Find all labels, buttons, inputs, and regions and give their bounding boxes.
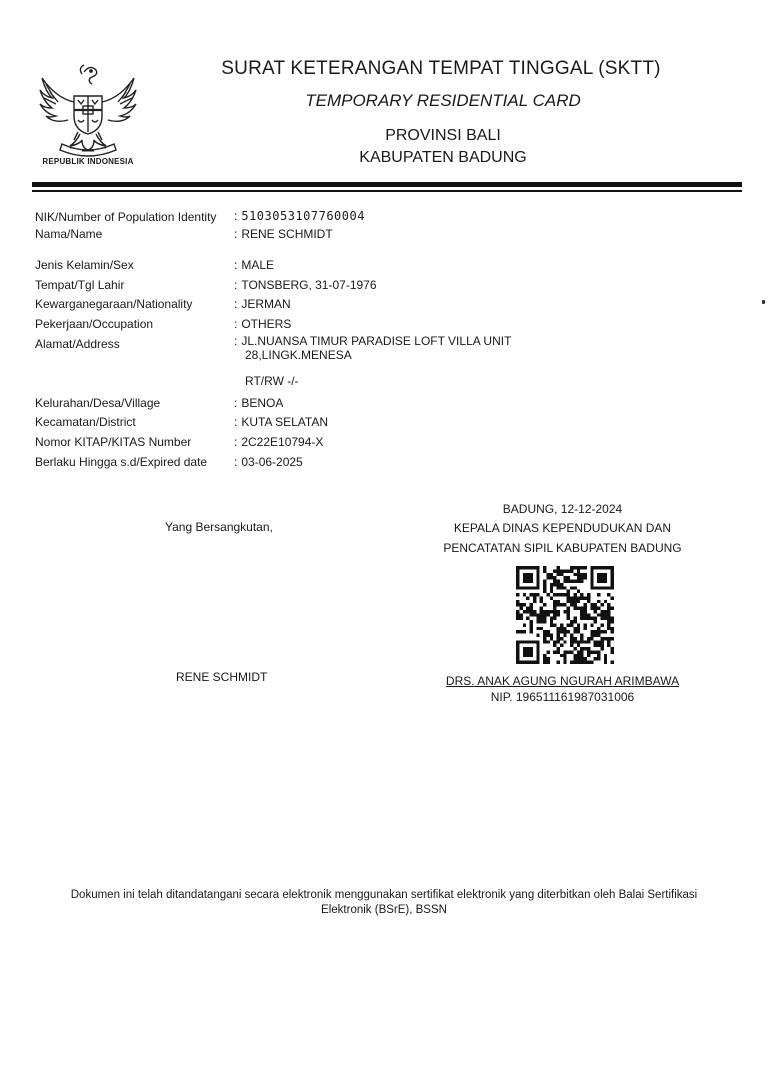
address-line2: 28,LINGK.MENESA [245, 348, 352, 362]
expiry-label: Berlaku Hingga s.d/Expired date [35, 455, 208, 469]
district-value [234, 415, 328, 429]
header-rule-thick [32, 182, 742, 187]
village-value [234, 396, 283, 410]
expiry-value [234, 455, 303, 469]
header-rule-thin [32, 190, 742, 192]
office-line1: KEPALA DINAS KEPENDUDUKAN DAN [453, 521, 672, 535]
footer-line2: Elektronik (BSrE), BSSN [321, 904, 447, 916]
nik-number: 5103053107760004 [241, 209, 365, 223]
village-label: Kelurahan/Desa/Village [35, 396, 161, 410]
holder-caption: Yang Bersangkutan, [165, 520, 273, 534]
district-text: KUTA SELATAN [241, 415, 329, 429]
village-colon: : [234, 396, 238, 410]
document-subtitle: TEMPORARY RESIDENTIAL CARD [305, 91, 581, 110]
kitas-label: Nomor KITAP/KITAS Number [35, 435, 192, 449]
name-colon: : [234, 227, 238, 241]
document-title: SURAT KETERANGAN TEMPAT TINGGAL (SKTT) [221, 58, 661, 79]
scan-speck [762, 300, 765, 304]
address-value [234, 334, 511, 348]
kitas-colon: : [234, 435, 238, 449]
sex-value [234, 258, 274, 272]
district-colon: : [234, 415, 238, 429]
birth-colon: : [234, 278, 238, 292]
nationality-text: JERMAN [241, 297, 291, 311]
footer-notice [30, 888, 738, 918]
expiry-colon: : [234, 455, 238, 469]
sex-label: Jenis Kelamin/Sex [35, 258, 134, 272]
province-heading: PROVINSI BALI [385, 127, 501, 144]
birth-text: TONSBERG, 31-07-1976 [241, 278, 377, 292]
expiry-text: 03-06-2025 [241, 455, 303, 469]
place-date: BADUNG, 12-12-2024 [502, 502, 623, 516]
footer-line1: Dokumen ini telah ditandatangani secara elektronik menggunakan sertifikat elektronik yang diterbitkan oleh Balai Sertifikasi [70, 889, 698, 901]
office-line2: PENCATATAN SIPIL KABUPATEN BADUNG [443, 541, 682, 555]
name-label: Nama/Name [35, 227, 103, 241]
official-nip: NIP. 196511161987031006 [490, 690, 635, 704]
address-line1: JL.NUANSA TIMUR PARADISE LOFT VILLA UNIT [241, 334, 512, 348]
kitas-value [234, 435, 323, 449]
address-rtrw: RT/RW -/- [245, 374, 299, 388]
qr-code-icon [516, 566, 614, 664]
village-text: BENOA [241, 396, 284, 410]
address-label: Alamat/Address [35, 337, 120, 351]
emblem-caption: REPUBLIK INDONESIA [42, 157, 134, 166]
nik-label: NIK/Number of Population Identity [35, 210, 217, 224]
sex-colon: : [234, 258, 238, 272]
birth-value [234, 278, 377, 292]
nik-value [234, 209, 365, 223]
occupation-value [234, 317, 291, 331]
name-value [234, 227, 333, 241]
regency-heading: KABUPATEN BADUNG [359, 149, 527, 166]
occupation-text: OTHERS [241, 317, 292, 331]
holder-name: RENE SCHMIDT [176, 670, 268, 684]
birth-label: Tempat/Tgl Lahir [35, 278, 125, 292]
occupation-label: Pekerjaan/Occupation [35, 317, 154, 331]
nationality-label: Kewarganegaraan/Nationality [35, 297, 193, 311]
occupation-colon: : [234, 317, 238, 331]
kitas-text: 2C22E10794-X [241, 435, 324, 449]
nationality-colon: : [234, 297, 238, 311]
nik-colon: : [234, 209, 238, 223]
address-colon: : [234, 334, 238, 348]
district-label: Kecamatan/District [35, 415, 136, 429]
name-text: RENE SCHMIDT [241, 227, 333, 241]
official-name: DRS. ANAK AGUNG NGURAH ARIMBAWA [445, 674, 680, 688]
sex-text: MALE [241, 258, 275, 272]
garuda-emblem-icon [34, 62, 142, 168]
nationality-value [234, 297, 291, 311]
